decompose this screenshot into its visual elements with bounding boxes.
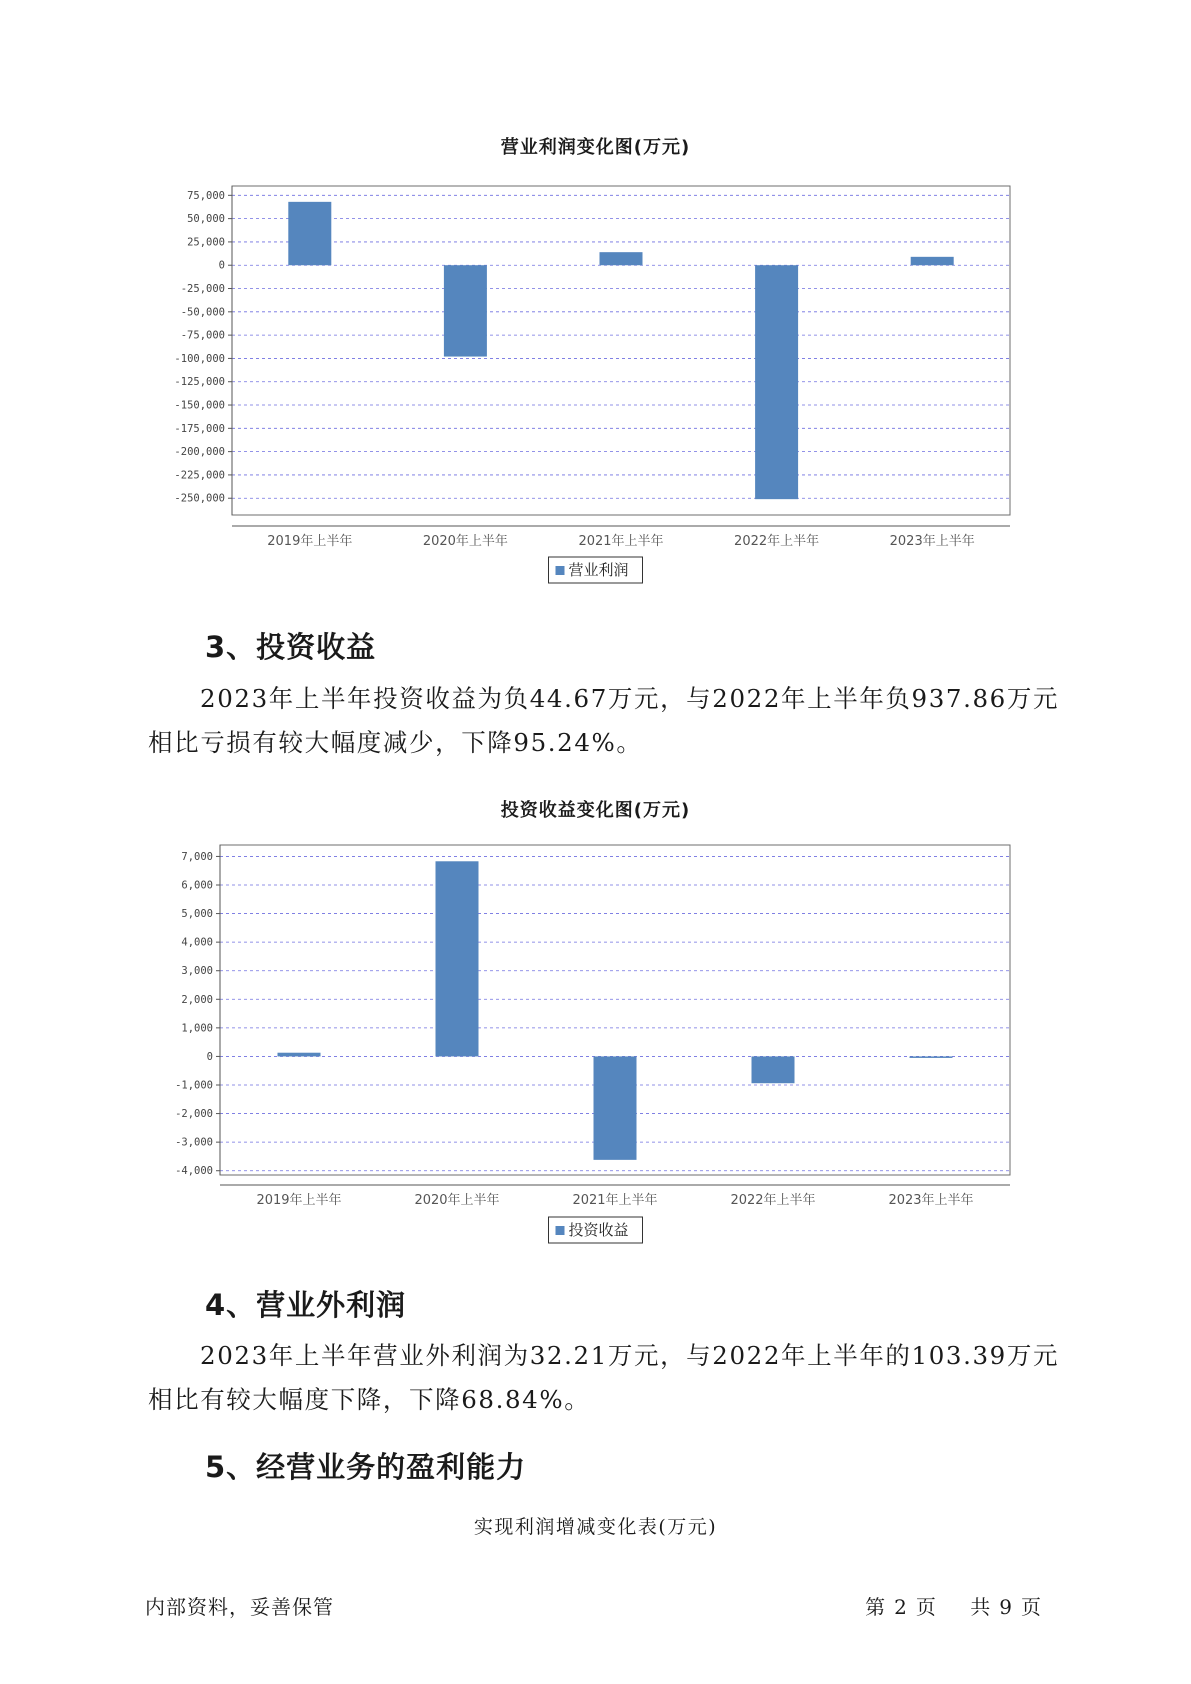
x-tick-label: 2021年上半年 (578, 534, 664, 549)
y-tick-label: 6,000 (181, 879, 213, 892)
bar (910, 1056, 953, 1058)
y-tick-label: 75,000 (187, 189, 225, 202)
y-tick-label: -2,000 (175, 1108, 213, 1121)
y-tick-label: 5,000 (181, 908, 213, 921)
footer-page-number (861, 1591, 1046, 1620)
y-tick-label: -125,000 (174, 376, 225, 389)
y-tick-label: 0 (218, 259, 225, 272)
page-total: 9 (999, 1595, 1013, 1619)
y-tick-label: 2,000 (181, 993, 213, 1006)
paragraph-investment-income: 2023年上半年投资收益为负44.67万元，与2022年上半年负937.86万元相比亏损有较大幅度减少，下降95.24%。 (148, 684, 1060, 757)
x-tick-label: 2023年上半年 (888, 1193, 974, 1208)
bar (752, 1056, 795, 1083)
y-tick-label: -225,000 (174, 469, 225, 482)
total-prefix: 共 (970, 1595, 992, 1619)
chart-title-investment-income: 投资收益变化图(万元) (500, 800, 691, 821)
y-tick-label: -175,000 (174, 422, 225, 435)
x-tick-label: 2019年上半年 (256, 1193, 342, 1208)
chart-title-operating-profit: 营业利润变化图(万元) (500, 137, 691, 158)
x-tick-label: 2020年上半年 (414, 1193, 500, 1208)
page-suffix: 页 (915, 1595, 937, 1619)
y-tick-label: -200,000 (174, 446, 225, 459)
y-tick-label: 3,000 (181, 965, 213, 978)
x-tick-label: 2019年上半年 (267, 534, 353, 549)
y-tick-label: -3,000 (175, 1136, 213, 1149)
section-heading-non-operating-profit: 4、营业外利润 (205, 1288, 407, 1322)
section-heading-investment-income: 3、投资收益 (205, 630, 377, 664)
y-tick-label: -150,000 (174, 399, 225, 412)
page-prefix: 第 (865, 1595, 887, 1619)
x-tick-label: 2020年上半年 (422, 534, 508, 549)
total-suffix: 页 (1021, 1595, 1042, 1619)
paragraph-non-operating-profit: 2023年上半年营业外利润为32.21万元，与2022年上半年的103.39万元相比有较大幅度下降，下降68.84%。 (148, 1341, 1060, 1414)
page-current: 2 (894, 1595, 908, 1619)
y-tick-label: -1,000 (175, 1079, 213, 1092)
table-caption-profit-changes: 实现利润增减变化表(万元) (473, 1516, 718, 1538)
legend-label: 投资收益 (568, 1221, 629, 1239)
bar (278, 1053, 321, 1057)
y-tick-label: -25,000 (180, 283, 225, 296)
y-tick-label: 0 (206, 1050, 213, 1063)
x-tick-label: 2023年上半年 (889, 534, 975, 549)
section-heading-business-profitability: 5、经营业务的盈利能力 (205, 1450, 527, 1484)
y-tick-label: -50,000 (180, 306, 225, 319)
y-tick-label: 50,000 (187, 213, 225, 226)
footer-confidential-note: 内部资料，妥善保管 (145, 1595, 334, 1619)
legend-swatch (556, 1226, 565, 1235)
x-tick-label: 2022年上半年 (734, 534, 820, 549)
y-tick-label: 4,000 (181, 936, 213, 949)
y-tick-label: -100,000 (174, 352, 225, 365)
y-tick-label: 1,000 (181, 1022, 213, 1035)
x-tick-label: 2021年上半年 (572, 1193, 658, 1208)
y-tick-label: -4,000 (175, 1165, 213, 1178)
bar (594, 1056, 637, 1159)
y-tick-label: -75,000 (180, 329, 225, 342)
y-tick-label: 25,000 (187, 236, 225, 249)
legend-label: 营业利润 (568, 561, 629, 579)
x-tick-label: 2022年上半年 (730, 1193, 816, 1208)
bar (436, 861, 479, 1056)
y-tick-label: 7,000 (181, 850, 213, 863)
y-tick-label: -250,000 (174, 492, 225, 505)
